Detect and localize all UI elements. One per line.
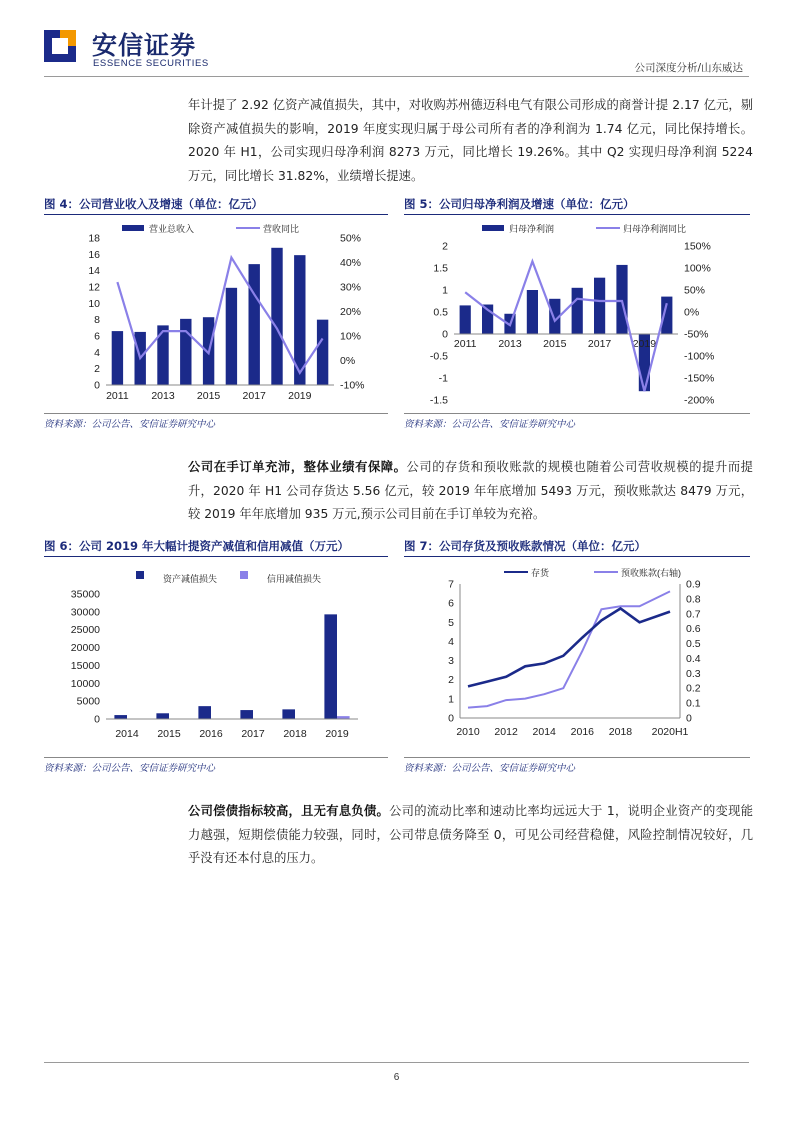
legend-inventory-label: 存货 <box>531 568 550 578</box>
paragraph-orders <box>188 456 753 527</box>
y-tick-label: 20000 <box>70 642 100 655</box>
paragraph-orders-lead: 公司在手订单充沛，整体业绩有保障。 <box>188 460 407 474</box>
y-tick-label: 16 <box>88 248 100 261</box>
figure-7-title: 图 7：公司存货及预收账款情况（单位：亿元） <box>404 539 647 553</box>
footer-divider <box>44 1062 749 1063</box>
figure-7-chart <box>404 558 750 754</box>
y-tick-label: 3 <box>448 655 454 668</box>
y-tick-label: 0 <box>94 713 100 726</box>
x-tick-label: 2020H1 <box>651 726 689 738</box>
report-category: 公司深度分析/山东威达 <box>634 62 743 74</box>
y-tick-label: 2 <box>442 240 448 253</box>
x-tick-label: 2012 <box>494 726 518 738</box>
legend-advance-receipts-label: 预收账款(右轴) <box>621 568 681 578</box>
y-tick-label: 0 <box>442 328 448 341</box>
x-tick-label: 2017 <box>242 390 266 402</box>
x-tick-label: 2015 <box>196 390 221 402</box>
y-tick-label: 2 <box>94 363 100 376</box>
figure-7-rule <box>404 556 750 557</box>
bar-2011 <box>112 331 123 385</box>
y-tick-label: 10 <box>88 297 100 310</box>
y-tick-label: -1.5 <box>429 394 448 407</box>
bar-2017 <box>594 278 605 334</box>
y-tick-label: 0 <box>448 712 454 725</box>
y-tick-label: 0.5 <box>433 306 448 319</box>
bar-2017 <box>249 264 260 385</box>
y2-tick-label: 0% <box>340 355 356 367</box>
x-tick-label: 2018 <box>608 726 633 738</box>
y-tick-label: 4 <box>94 346 100 359</box>
y-tick-label: 4 <box>448 635 454 648</box>
y2-tick-label: 0 <box>686 712 692 725</box>
x-tick-label: 2016 <box>199 728 223 740</box>
y-tick-label: 30000 <box>70 606 100 619</box>
legend-bar-label: 归母净利润 <box>509 224 555 234</box>
figure-5-rule <box>404 214 750 215</box>
bar-asset-2015 <box>156 713 169 719</box>
y2-tick-label: 0.7 <box>686 608 701 621</box>
header-divider <box>44 76 749 77</box>
y-tick-label: 5 <box>448 616 454 629</box>
y2-tick-label: -200% <box>684 394 715 407</box>
series-line-inventory <box>468 609 670 687</box>
figure-6-chart <box>44 558 388 754</box>
legend-asset-impairment-label: 资产减值损失 <box>163 574 218 584</box>
bar-asset-2018 <box>282 709 295 719</box>
paragraph-solvency-body: 公司的流动比率和速动比率均远远大于 1，说明企业资产的变现能力越强，短期偿债能力较强，同时，公司带息债务降至 0，可见公司经营稳健，风险控制情况较好，几乎没有还本付息的压力。 <box>188 804 753 865</box>
x-tick-label: 2015 <box>543 338 567 350</box>
y-tick-label: 10000 <box>70 677 100 690</box>
legend-asset-impairment-swatch <box>136 571 144 579</box>
legend-line-label: 营收同比 <box>263 224 300 234</box>
x-tick-label: 2019 <box>288 390 312 402</box>
y2-tick-label: 0.1 <box>686 697 701 710</box>
x-tick-label: 2019 <box>325 728 349 740</box>
y-tick-label: 1.5 <box>433 262 448 275</box>
legend-credit-impairment-label: 信用减值损失 <box>267 574 322 584</box>
y-tick-label: 1 <box>442 284 448 297</box>
y-tick-label: 5000 <box>76 695 100 708</box>
x-tick-label: 2019 <box>632 338 657 350</box>
legend-credit-impairment-swatch <box>240 571 248 579</box>
y-tick-label: 7 <box>448 578 454 591</box>
paragraph-solvency-lead: 公司偿债指标较高，且无有息负债。 <box>188 804 390 818</box>
logo-chinese-name: 安信证券 <box>92 31 197 60</box>
y2-tick-label: 10% <box>340 330 362 343</box>
y2-tick-label: 0.5 <box>686 638 701 651</box>
y-tick-label: 8 <box>94 314 100 327</box>
x-tick-label: 2016 <box>570 726 595 738</box>
bar-asset-2014 <box>114 715 127 719</box>
figure-6-rule <box>44 556 388 557</box>
legend-line-label: 归母净利润同比 <box>623 224 687 234</box>
y2-tick-label: 50% <box>684 284 706 297</box>
x-tick-label: 2011 <box>453 338 477 350</box>
y-tick-label: 12 <box>88 281 100 294</box>
x-tick-label: 2015 <box>157 728 181 740</box>
y2-tick-label: -50% <box>684 328 709 341</box>
legend-bar-label: 营业总收入 <box>149 224 195 234</box>
figure-6-source: 资料来源：公司公告、安信证券研究中心 <box>44 763 216 774</box>
x-tick-label: 2014 <box>532 726 556 738</box>
y-tick-label: 6 <box>94 330 100 343</box>
paragraph-profit: 年计提了 2.92 亿资产减值损失，其中，对收购苏州德迈科电气有限公司形成的商誉计提 2.17 亿元，剔除资产减值损失的影响，2019 年度实现归属于母公司所有者的净利润为 1.74 亿元，同比保持增长。2020 年 H1，公司实现归母净利润 8273 万元，同比增长 19.26%。其中 Q2 实现归母净利润 5224 万元，同比增长 31.82%，业绩增长提速。 <box>188 98 753 183</box>
x-tick-label: 2018 <box>283 728 307 740</box>
y2-tick-label: -10% <box>340 379 365 392</box>
bar-2018 <box>616 265 627 334</box>
figure-6-title: 图 6：公司 2019 年大幅计提资产减值和信用减值（万元） <box>44 539 350 553</box>
y2-tick-label: 0.9 <box>686 578 701 591</box>
figure-5-source-rule <box>404 413 750 414</box>
y2-tick-label: 0% <box>684 306 700 319</box>
y-tick-label: 14 <box>88 265 100 278</box>
y2-tick-label: 0.3 <box>686 667 701 680</box>
legend-bar-swatch <box>482 225 504 231</box>
y2-tick-label: 20% <box>340 306 362 318</box>
y2-tick-label: 100% <box>684 262 711 275</box>
y-tick-label: 25000 <box>70 624 100 637</box>
y2-tick-label: 40% <box>340 257 362 269</box>
paragraph-orders-body: 公司的存货和预收账款的规模也随着公司营收规模的提升而提升，2020 年 H1 公司存货达 5.56 亿元，较 2019 年年底增加 5493 万元，预收账款达 8479 万元，较 2019 年年底增加 935 万元,预示公司目前在手订单较为充裕。 <box>188 460 753 521</box>
y-tick-label: 2 <box>448 674 454 687</box>
bar-asset-2019 <box>324 614 337 719</box>
x-tick-label: 2010 <box>456 726 480 738</box>
figure-7-source: 资料来源：公司公告、安信证券研究中心 <box>404 763 576 774</box>
y-tick-label: 15000 <box>70 659 100 672</box>
figure-4-source-rule <box>44 413 388 414</box>
figure-7-source-rule <box>404 757 750 758</box>
figure-5-chart <box>404 216 750 412</box>
figure-4-source: 资料来源：公司公告、安信证券研究中心 <box>44 419 216 430</box>
bar-2018 <box>271 248 282 385</box>
y2-tick-label: 150% <box>684 240 711 253</box>
bar-asset-2017 <box>240 710 253 719</box>
page-number: 6 <box>393 1072 400 1083</box>
y2-tick-label: 30% <box>340 281 362 294</box>
bar-asset-2016 <box>198 706 211 719</box>
y-tick-label: 18 <box>88 232 100 245</box>
bar-2016 <box>226 288 237 385</box>
paragraph-solvency <box>188 800 753 871</box>
y2-tick-label: -100% <box>684 350 715 363</box>
logo-english-name: ESSENCE SECURITIES <box>93 58 209 69</box>
bar-2016 <box>572 288 583 334</box>
x-tick-label: 2017 <box>587 338 612 350</box>
x-tick-label: 2013 <box>151 390 175 402</box>
y-tick-label: -1 <box>438 372 448 385</box>
figure-5-title: 图 5：公司归母净利润及增速（单位：亿元） <box>404 197 635 211</box>
bar-2020 <box>317 320 328 385</box>
y2-tick-label: 50% <box>340 232 362 245</box>
figure-5-source: 资料来源：公司公告、安信证券研究中心 <box>404 419 576 430</box>
y-tick-label: 6 <box>448 597 454 610</box>
x-tick-label: 2011 <box>106 390 129 402</box>
series-line-fig5 <box>465 261 667 391</box>
figure-6-source-rule <box>44 757 388 758</box>
y-tick-label: 1 <box>448 693 454 706</box>
x-tick-label: 2014 <box>115 728 139 740</box>
bar-2014 <box>180 319 191 385</box>
y2-tick-label: -150% <box>684 372 715 385</box>
y2-tick-label: 0.4 <box>686 652 701 665</box>
y-tick-label: 35000 <box>70 588 100 601</box>
legend-bar-swatch <box>122 225 144 231</box>
y-tick-label: 0 <box>94 379 100 392</box>
y-tick-label: -0.5 <box>429 350 448 363</box>
y2-tick-label: 0.2 <box>686 682 701 695</box>
logo-icon <box>44 30 76 62</box>
figure-4-chart <box>44 216 388 412</box>
bar-2014 <box>527 290 538 334</box>
x-tick-label: 2013 <box>498 338 522 350</box>
y2-tick-label: 0.8 <box>686 593 701 606</box>
figure-4-rule <box>44 214 388 215</box>
figure-4-title: 图 4：公司营业收入及增速（单位：亿元） <box>44 197 264 211</box>
bar-2011 <box>460 305 471 334</box>
y2-tick-label: 0.6 <box>686 623 701 636</box>
series-line-fig4 <box>117 258 322 373</box>
x-tick-label: 2017 <box>241 728 265 740</box>
